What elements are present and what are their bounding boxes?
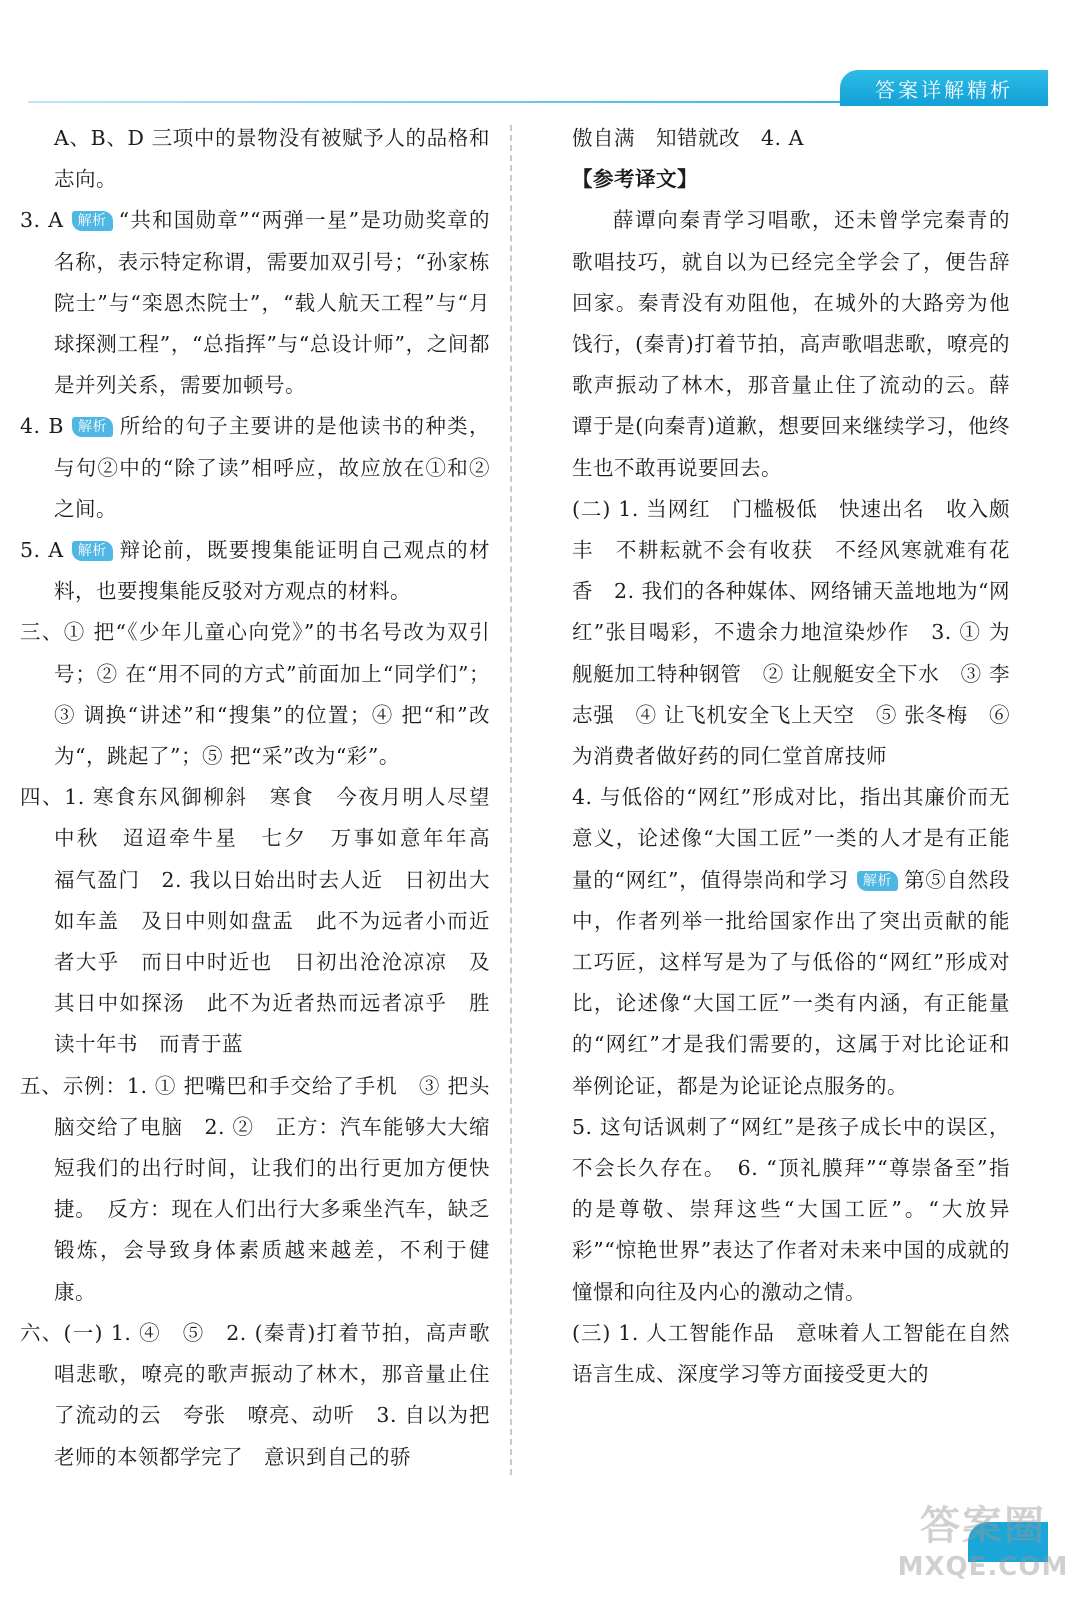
section-five-answers: 五、示例：1. ① 把嘴巴和手交给了手机 ③ 把头脑交给了电脑 2. ② 正方：汽车能够大大缩短我们的出行时间，让我们的出行更加方便快捷。 反方：现在人们出行大多乘坐汽车，缺乏锻炼，会导致身体素质越来越差，不利于健康。	[20, 1073, 490, 1304]
analysis-tag: 解析	[72, 211, 113, 231]
part-two-items-5-6: 5. 这句话讽刺了“网红”是孩子成长中的误区，不会长久存在。 6. “顶礼膜拜”“尊崇备至”指的是尊敬、崇拜这些“大国工匠”。“大放异彩”“惊艳世界”表达了作者对未来中国的成就的憧憬和向往及内心的激动之情。	[572, 1114, 1010, 1304]
watermark-text: 答案圈	[920, 1503, 1046, 1549]
translation-paragraph: 薛谭向秦青学习唱歌，还未曾学完秦青的歌唱技巧，就自以为已经完全学会了，便告辞回家。秦青没有劝阻他，在城外的大路旁为他饯行，(秦青)打着节拍，高声歌唱悲歌，嘹亮的歌声振动了林木，那音量止住了流动的云。薛谭于是(向秦青)道歉，想要回来继续学习，他终生也不敢再说要回去。	[572, 208, 1010, 480]
answer-item-3: 3. A 解析 “共和国勋章”“两弹一星”是功勋奖章的名称，表示特定称谓，需要加双引号；“孙家栋院士”与“栾恩杰院士”，“载人航天工程”与“月球探测工程”，“总指挥”与“总设计师”，之间都是并列关系，需要加顿号。	[20, 208, 490, 398]
watermark-url: MXQE.COM	[897, 1552, 1069, 1582]
right-column	[572, 118, 1010, 1395]
answer-item-5: 5. A 解析 辩论前，既要搜集能证明自己观点的材料，也要搜集能反驳对方观点的材料。	[20, 538, 491, 604]
analysis-tag: 解析	[857, 871, 898, 891]
analysis-tag: 解析	[72, 541, 113, 561]
section-header-tab	[840, 70, 1048, 106]
answer-paragraph: A、B、D 三项中的景物没有被赋予人的品格和志向。	[54, 126, 490, 192]
part-three-answers: (三) 1. 人工智能作品 意味着人工智能在自然语言生成、深度学习等方面接受更大的	[572, 1320, 1010, 1387]
answer-item-4: 4. B 解析 所给的句子主要讲的是他读书的种类，与句②中的“除了读”相呼应，故应放在①和②之间。	[20, 414, 491, 521]
section-header-title: 答案详解精析	[875, 77, 1013, 102]
analysis-tag: 解析	[72, 417, 113, 437]
part-two-answers: (二) 1. 当网红 门槛极低 快速出名 收入颇丰 不耕耘就不会有收获 不经风寒就难有花香 2. 我们的各种媒体、网络铺天盖地地为“网红”张目喝彩，不遗余力地渲染炒作 3. ① 为舰艇加工特种钢管 ② 让舰艇安全下水 ③ 李志强 ④ 让飞机安全飞上天空 ⑤ 张冬梅 ⑥ 为消费者做好药的同仁堂首席技师	[572, 496, 1010, 769]
part-two-item-4: 4. 与低俗的“网红”形成对比，指出其廉价而无意义，论述像“大国工匠”一类的人才是有正能量的“网红”，值得崇尚和学习 解析 第⑤自然段中，作者列举一批给国家作出了突出贡献的能工巧匠，这样写是为了与低俗的“网红”形成对比，论述像“大国工匠”一类有内涵，有正能量的“网红”才是我们需要的，这属于对比论证和举例论证，都是为论证论点服务的。	[572, 785, 1010, 1098]
section-three-answers: 三、① 把“《少年儿童心向党》”的书名号改为双引号；② 在“用不同的方式”前面加上“同学们”；③ 调换“讲述”和“搜集”的位置；④ 把“和”改为“，跳起了”；⑤ 把“采”改为“彩”。	[20, 620, 490, 769]
translation-heading: 【参考译文】	[572, 167, 698, 192]
left-column	[20, 118, 511, 1478]
watermark-logo	[888, 1500, 1078, 1600]
section-six-answers: 六、(一) 1. ④ ⑤ 2. (秦青)打着节拍，高声歌唱悲歌，嘹亮的歌声振动了林木，那音量止住了流动的云 夸张 嘹亮、动听 3. 自以为把老师的本领都学完了 意识到自己的骄	[20, 1320, 490, 1469]
section-four-answers: 四、1. 寒食东风御柳斜 寒食 今夜月明人尽望 中秋 迢迢牵牛星 七夕 万事如意年年高 福气盈门 2. 我以日始出时去人近 日初出大如车盖 及日中则如盘盂 此不为远者小而近者大乎 而日中时近也 日初出沧沧凉凉 及其日中如探汤 此不为近者热而远者凉乎 胜读十年书 而青于蓝	[20, 785, 511, 1057]
answer-continuation: 傲自满 知错就改 4. A	[572, 126, 804, 150]
